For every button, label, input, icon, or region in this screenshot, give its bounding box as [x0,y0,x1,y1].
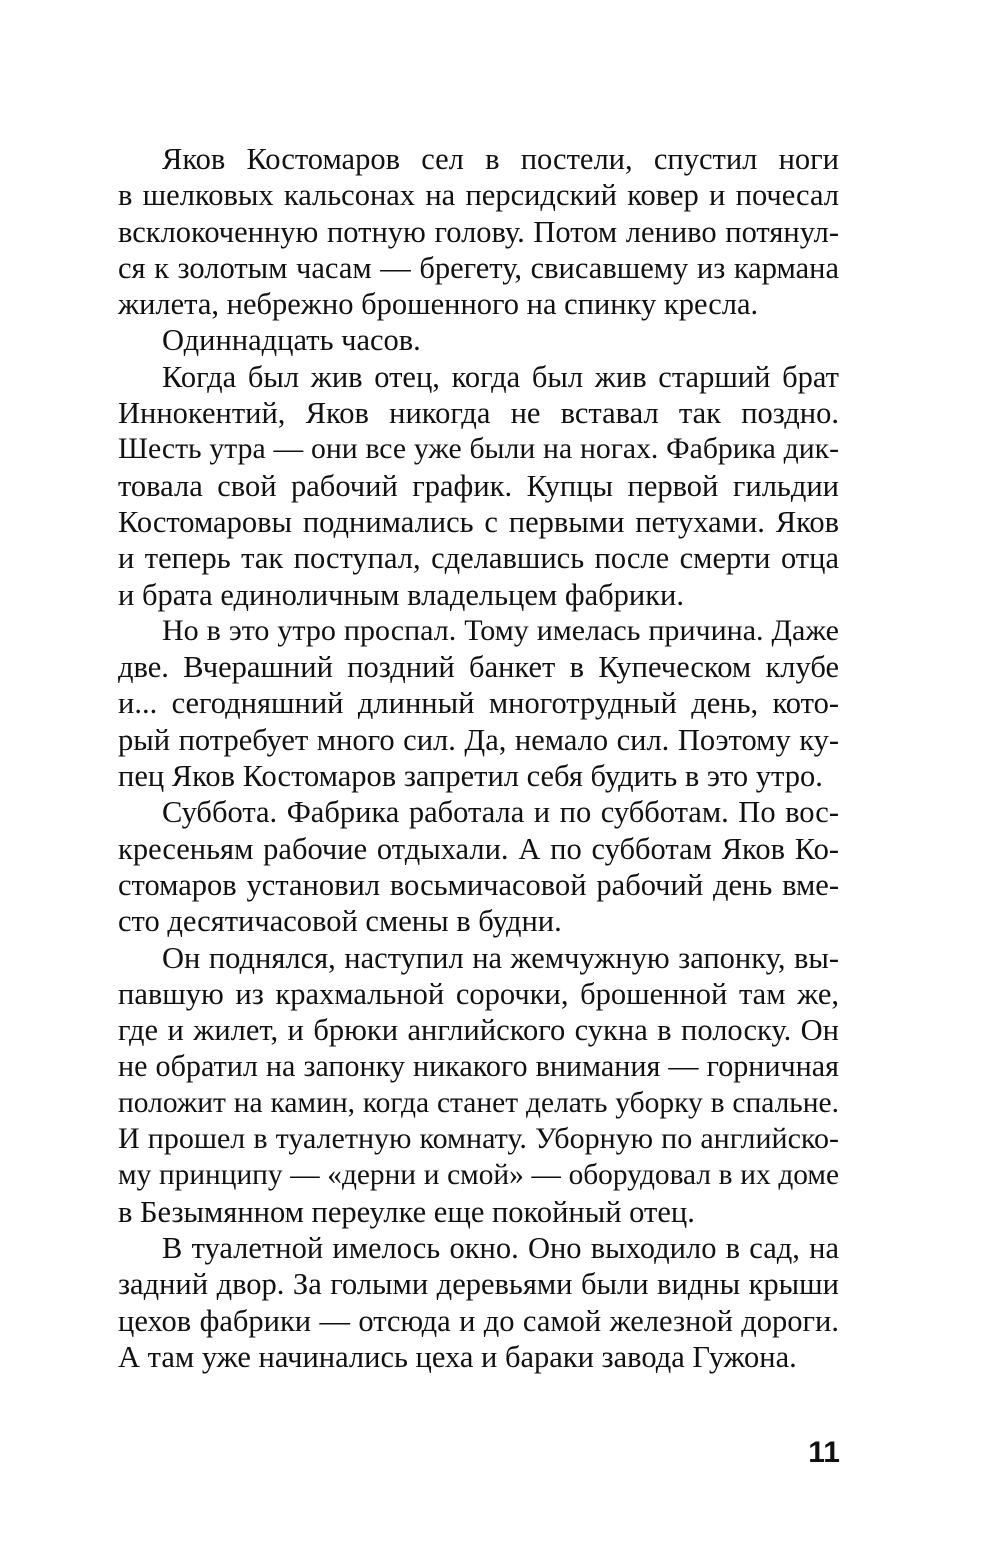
text-line: жилета, небрежно брошенного на спинку кресла. [118,287,759,322]
text-line: рый потребует много сил. Да, немало сил. Поэтому ку- [118,722,839,757]
text-line: товала свой рабочий график. Купцы первой гильдии [118,468,839,503]
text-line: Яков Костомаров сел в постели, спустил ноги [162,142,839,176]
text-line: Иннокентий, Яков никогда не вставал так поздно. [118,396,839,431]
paragraph-1 [118,141,839,322]
text-line: Суббота. Фабрика работала и по субботам. По вос- [162,795,839,830]
text-line: положит на камин, когда станет делать уборку в спальне. [118,1086,839,1119]
text-line: Он поднялся, наступил на жемчужную запонку, вы- [162,940,839,975]
text-line: пец Яков Костомаров запретил себя будить в это утро. [118,759,823,794]
text-line: и теперь так поступал, сделавшись после смерти отца [118,541,839,576]
text-line: павшую из крахмальной сорочки, брошенной там же, [118,976,839,1011]
text-line: ся к золотым часам — брегету, свисавшему из кармана [118,250,839,285]
text-line: Когда был жив отец, когда был жив старший брат [162,359,839,394]
text-line: А там уже начинались цеха и бараки завода Гужона. [118,1339,797,1374]
text-line: И прошел в туалетную комнату. Уборную по английско- [118,1122,839,1156]
text-line: Шесть утра — они все уже были на ногах. Фабрика дик- [118,433,839,466]
text-line: всклокоченную потную голову. Потом лениво потянул- [118,214,839,249]
text-line: не обратил на запонку никакого внимания — горничная [118,1049,839,1084]
text-line: где и жилет, и брюки английского сукна в полоску. Он [118,1013,839,1048]
paragraph-3 [118,359,839,613]
text-line: и брата единоличным владельцем фабрики. [118,577,684,612]
text-line: две. Вчерашний поздний банкет в Купеческом клубе [118,650,839,685]
text-line: и... сегодняшний длинный многотрудный день, кото- [118,686,839,721]
paragraph-5 [118,794,839,939]
body-text [118,141,839,1375]
text-line: задний двор. За голыми деревьями были видны крыши [118,1267,839,1302]
text-line: в Безымянном переулке еще покойный отец. [118,1194,695,1229]
text-line: Костомаровы поднимались с первыми петухами. Яков [118,504,839,539]
text-line: В туалетной имелось окно. Оно выходило в сад, на [162,1230,839,1265]
paragraph-7 [118,1230,839,1375]
text-line: сто десятичасовой смены в будни. [118,904,562,939]
text-line: Одиннадцать часов. [162,323,421,358]
text-line: му принципу — «дерни и смой» — оборудовал в их доме [118,1159,839,1192]
text-line: стомаров установил восьмичасовой рабочий день вме- [118,867,839,902]
text-line: цехов фабрики — отсюда и до самой железной дороги. [118,1303,839,1338]
text-line: кресеньям рабочие отдыхали. А по субботам Яков Ко- [118,831,839,866]
page-number: 11 [808,1436,840,1469]
paragraph-6 [118,940,839,1230]
paragraph-4 [118,613,839,794]
text-line: в шелковых кальсонах на персидский ковер и почесал [118,178,839,213]
text-line: Но в это утро проспал. Тому имелась причина. Даже [162,613,839,647]
paragraph-2 [118,322,839,358]
